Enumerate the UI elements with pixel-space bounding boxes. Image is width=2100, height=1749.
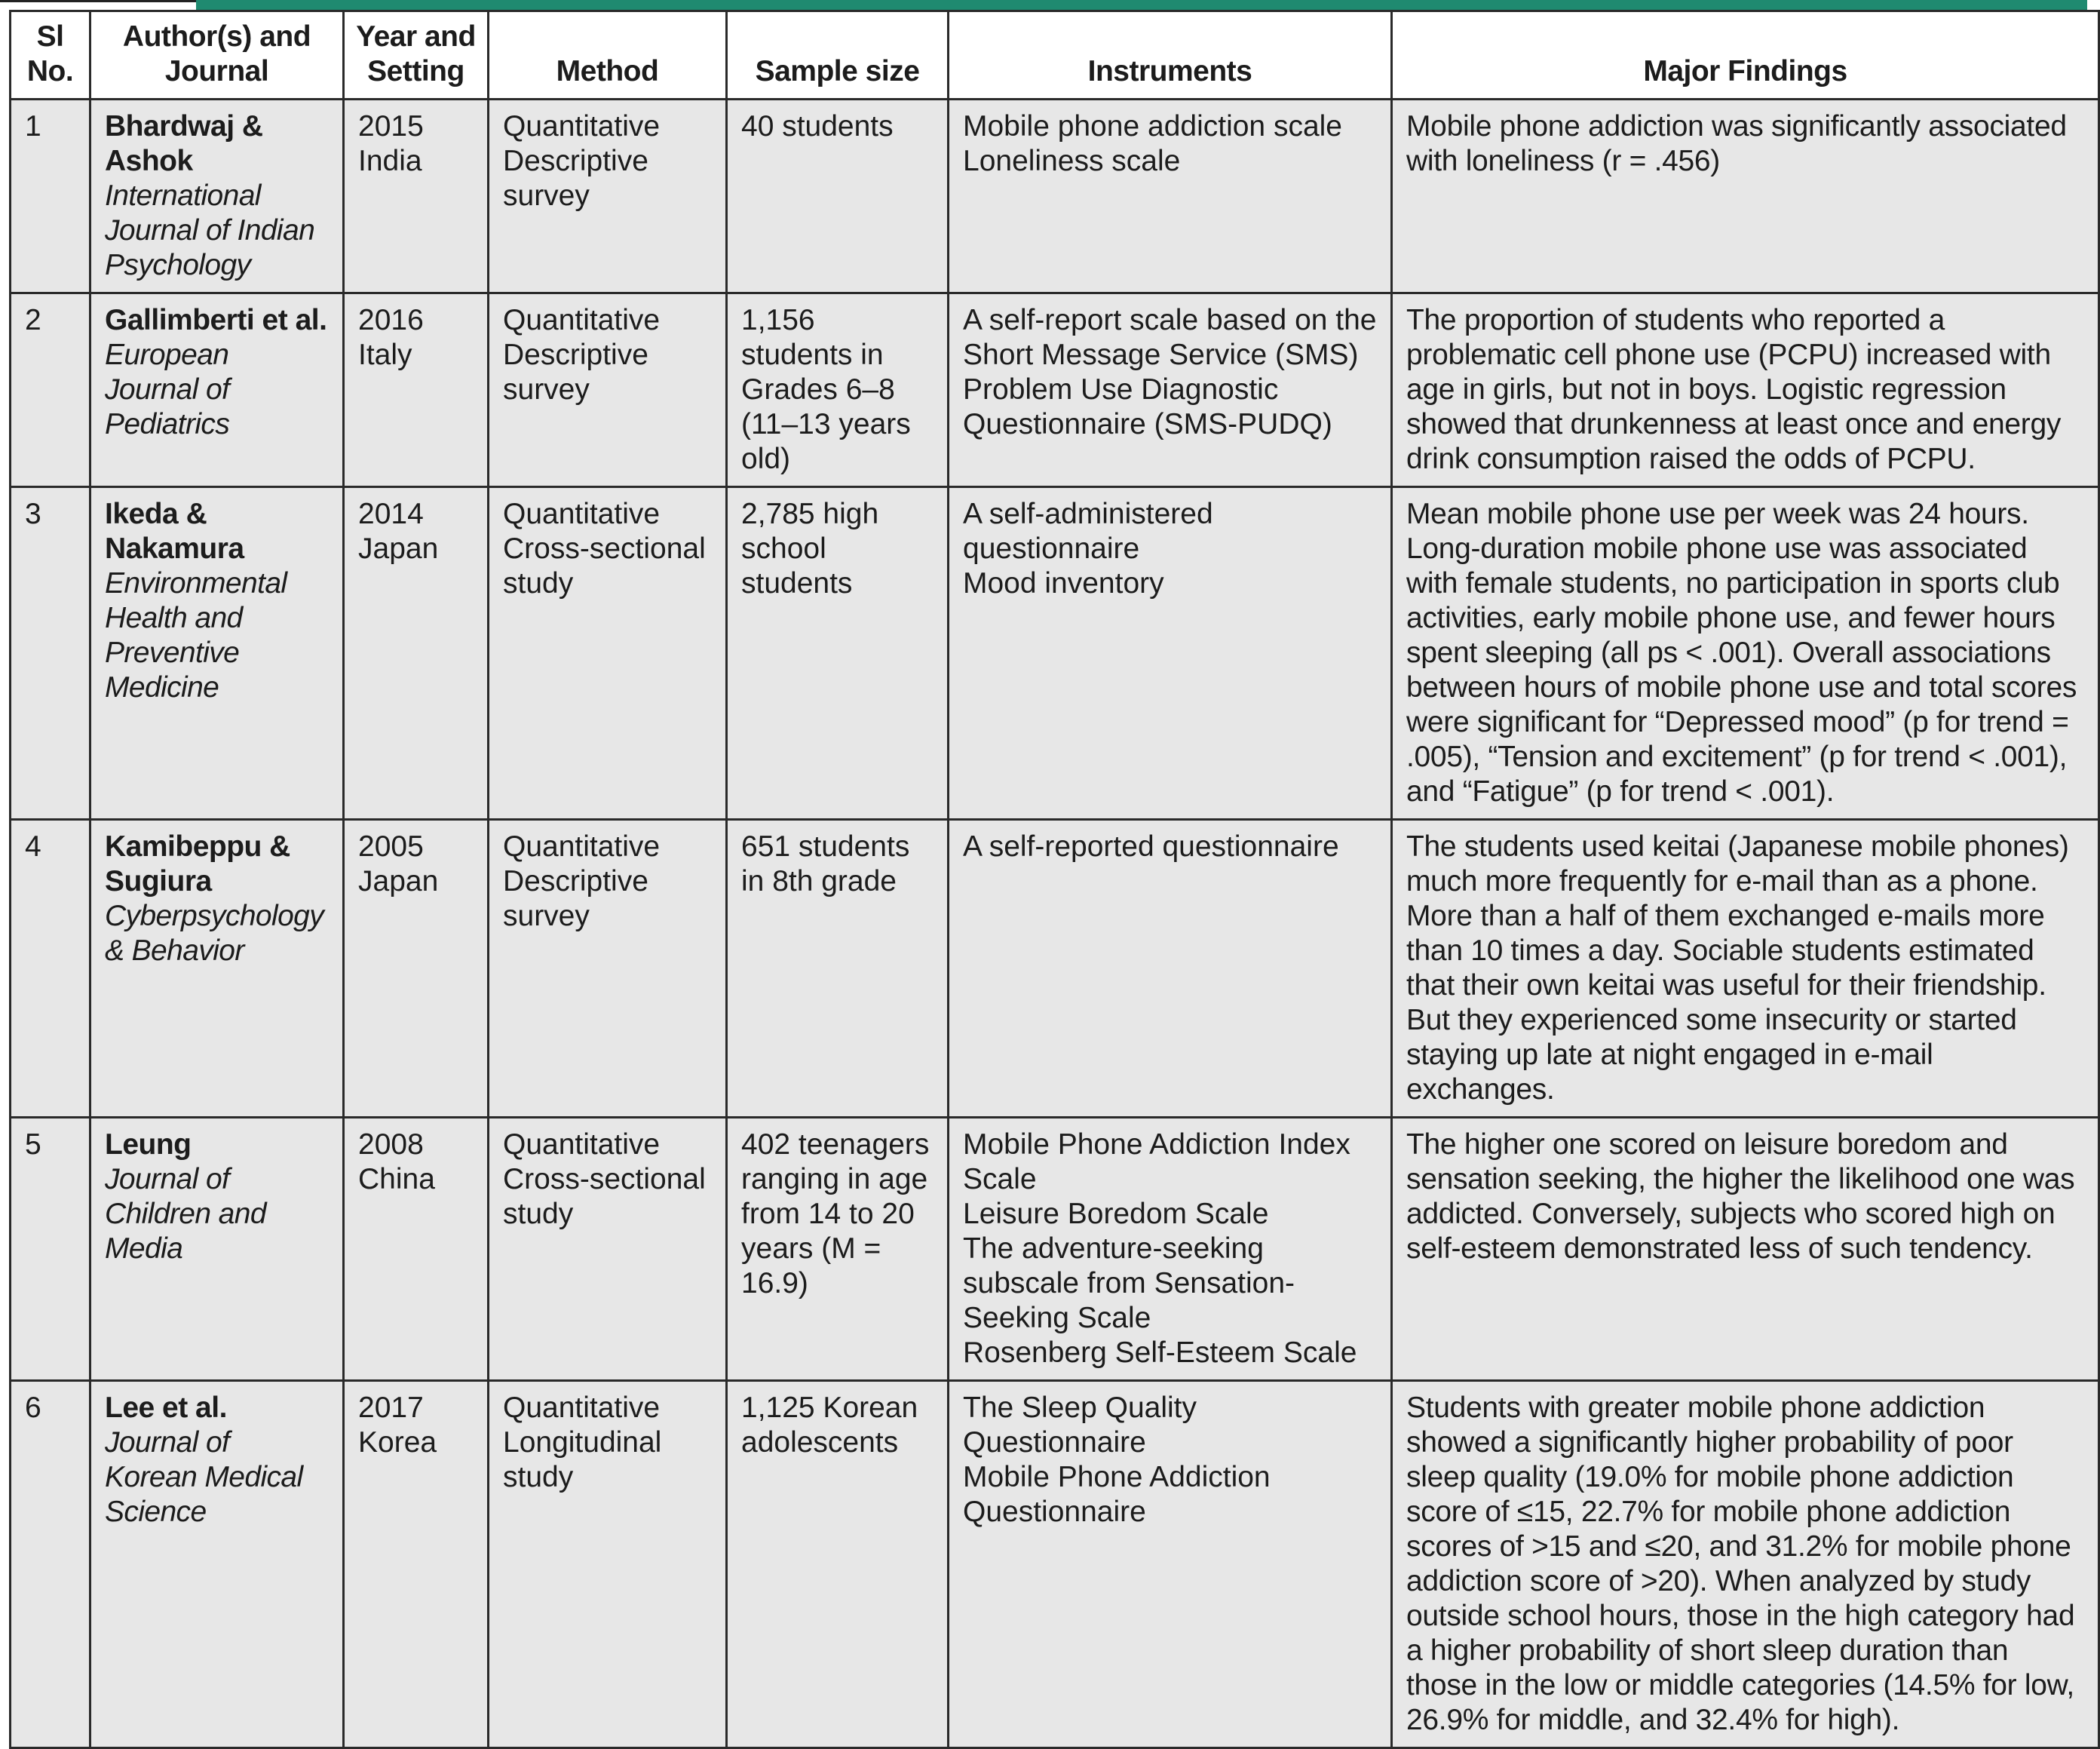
author-name: Leung [105, 1128, 192, 1161]
cell-year-setting [344, 1118, 489, 1381]
header-major-findings: Major Findings [1392, 11, 2099, 100]
table-caption-bar [196, 0, 2087, 10]
author-name: Lee et al. [105, 1392, 227, 1424]
cell-method: Quantitative Descriptive survey [489, 820, 727, 1118]
instrument-item: A self-report scale based on the Short Message Service (SMS) Problem Use Diagnostic Questionnaire (SMS-PUDQ) [963, 304, 1377, 440]
cell-method: Quantitative Descriptive survey [489, 293, 727, 487]
setting: Italy [358, 339, 412, 371]
cell-author-journal [90, 820, 344, 1118]
cell-instruments [949, 293, 1392, 487]
cell-author-journal [90, 293, 344, 487]
cell-sample-size: 2,785 high school students [727, 487, 949, 820]
setting: Japan [358, 865, 439, 898]
setting: Japan [358, 532, 439, 565]
cell-method: Quantitative Cross-sectional study [489, 1118, 727, 1381]
journal-name: Cyberpsychology & Behavior [105, 900, 324, 967]
journal-name: International Journal of Indian Psychology [105, 180, 315, 281]
cell-sl-no: 5 [11, 1118, 90, 1381]
cell-author-journal [90, 1118, 344, 1381]
cell-sample-size: 1,125 Korean adolescents [727, 1381, 949, 1748]
cell-year-setting [344, 100, 489, 293]
cell-author-journal [90, 1381, 344, 1748]
cell-sample-size: 651 students in 8th grade [727, 820, 949, 1118]
instrument-item: Loneliness scale [963, 145, 1181, 177]
year: 2008 [358, 1128, 424, 1161]
author-name: Gallimberti et al. [105, 304, 327, 336]
cell-major-findings: Mobile phone addiction was significantly associated with loneliness (r = .456) [1392, 100, 2099, 293]
cell-major-findings: Students with greater mobile phone addiction showed a significantly higher probability of poor sleep quality (19.0% for mobile phone addiction score of ≤15, 22.7% for mobile phone addiction scores of >15 and ≤20, and 31.2% for mobile phone addiction score of >20). When analyzed by study outside school hours, those in the high category had a higher probability of short sleep duration than those in the low or middle categories (14.5% for low, 26.9% for middle, and 32.4% for high). [1392, 1381, 2099, 1748]
cell-instruments [949, 1118, 1392, 1381]
cell-major-findings: Mean mobile phone use per week was 24 hours. Long-duration mobile phone use was associated with female students, no participation in sports club activities, early mobile phone use, and fewer hours spent sleeping (all ps < .001). Overall associations between hours of mobile phone use and total scores were significant for “Depressed mood” (p for trend = .005), “Tension and excitement” (p for trend < .001), and “Fatigue” (p for trend < .001). [1392, 487, 2099, 820]
journal-name: Environmental Health and Preventive Medicine [105, 567, 287, 704]
table-row [11, 820, 2099, 1118]
setting: India [358, 145, 422, 177]
cell-sl-no: 1 [11, 100, 90, 293]
cell-year-setting [344, 820, 489, 1118]
cell-method: Quantitative Cross-sectional study [489, 487, 727, 820]
cell-sl-no: 4 [11, 820, 90, 1118]
table-header-row [11, 11, 2099, 100]
table-row [11, 487, 2099, 820]
instrument-item: The adventure-seeking subscale from Sensation-Seeking Scale [963, 1232, 1295, 1334]
cell-instruments [949, 1381, 1392, 1748]
setting: China [358, 1163, 435, 1195]
author-name: Kamibeppu & Sugiura [105, 830, 290, 898]
header-author: Author(s) and Journal [90, 11, 344, 100]
literature-review-table [9, 10, 2100, 1749]
instrument-item: Mobile Phone Addiction Index Scale [963, 1128, 1350, 1195]
header-sample-size: Sample size [727, 11, 949, 100]
author-name: Bhardwaj & Ashok [105, 110, 263, 177]
table-row [11, 293, 2099, 487]
instrument-item: Mobile phone addiction scale [963, 110, 1343, 143]
cell-instruments [949, 100, 1392, 293]
table-row [11, 100, 2099, 293]
cell-sl-no: 6 [11, 1381, 90, 1748]
cell-method: Quantitative Longitudinal study [489, 1381, 727, 1748]
cell-author-journal [90, 487, 344, 820]
cell-sl-no: 2 [11, 293, 90, 487]
instrument-item: Mobile Phone Addiction Questionnaire [963, 1461, 1271, 1528]
header-sl-no: Sl No. [11, 11, 90, 100]
year: 2017 [358, 1392, 424, 1424]
setting: Korea [358, 1426, 437, 1459]
cell-major-findings: The higher one scored on leisure boredom and sensation seeking, the higher the likelihood one was addicted. Conversely, subjects who scored high on self-esteem demonstrated less of such tendency. [1392, 1118, 2099, 1381]
cell-sample-size: 1,156 students in Grades 6–8 (11–13 years old) [727, 293, 949, 487]
instrument-item: A self-reported questionnaire [963, 830, 1339, 863]
header-instruments: Instruments [949, 11, 1392, 100]
cell-major-findings: The students used keitai (Japanese mobile phones) much more frequently for e-mail than as a phone. More than a half of them exchanged e-mails more than 10 times a day. Sociable students estimated that their own keitai was useful for their friendship. But they experienced some insecurity or started staying up late at night engaged in e-mail exchanges. [1392, 820, 2099, 1118]
cell-sample-size: 402 teenagers ranging in age from 14 to 20 years (M = 16.9) [727, 1118, 949, 1381]
cell-sample-size: 40 students [727, 100, 949, 293]
cell-major-findings: The proportion of students who reported a problematic cell phone use (PCPU) increased with age in girls, but not in boys. Logistic regression showed that drunkenness at least once and energy drink consumption raised the odds of PCPU. [1392, 293, 2099, 487]
year: 2016 [358, 304, 424, 336]
year: 2005 [358, 830, 424, 863]
cell-year-setting [344, 293, 489, 487]
instrument-item: Leisure Boredom Scale [963, 1198, 1269, 1230]
instrument-item: Rosenberg Self-Esteem Scale [963, 1336, 1357, 1369]
journal-name: Journal of Children and Media [105, 1163, 266, 1265]
cell-instruments [949, 820, 1392, 1118]
instrument-item: A self-administered questionnaire [963, 498, 1213, 565]
header-method: Method [489, 11, 727, 100]
cell-year-setting [344, 487, 489, 820]
year: 2014 [358, 498, 424, 530]
caption-left-rule [0, 0, 196, 10]
author-name: Ikeda & Nakamura [105, 498, 244, 565]
cell-sl-no: 3 [11, 487, 90, 820]
journal-name: Journal of Korean Medical Science [105, 1426, 303, 1528]
cell-author-journal [90, 100, 344, 293]
journal-name: European Journal of Pediatrics [105, 339, 230, 440]
cell-method: Quantitative Descriptive survey [489, 100, 727, 293]
header-year-setting: Year and Setting [344, 11, 489, 100]
cell-instruments [949, 487, 1392, 820]
cell-year-setting [344, 1381, 489, 1748]
table-row [11, 1118, 2099, 1381]
year: 2015 [358, 110, 424, 143]
table-row [11, 1381, 2099, 1748]
instrument-item: Mood inventory [963, 567, 1164, 600]
instrument-item: The Sleep Quality Questionnaire [963, 1392, 1197, 1459]
